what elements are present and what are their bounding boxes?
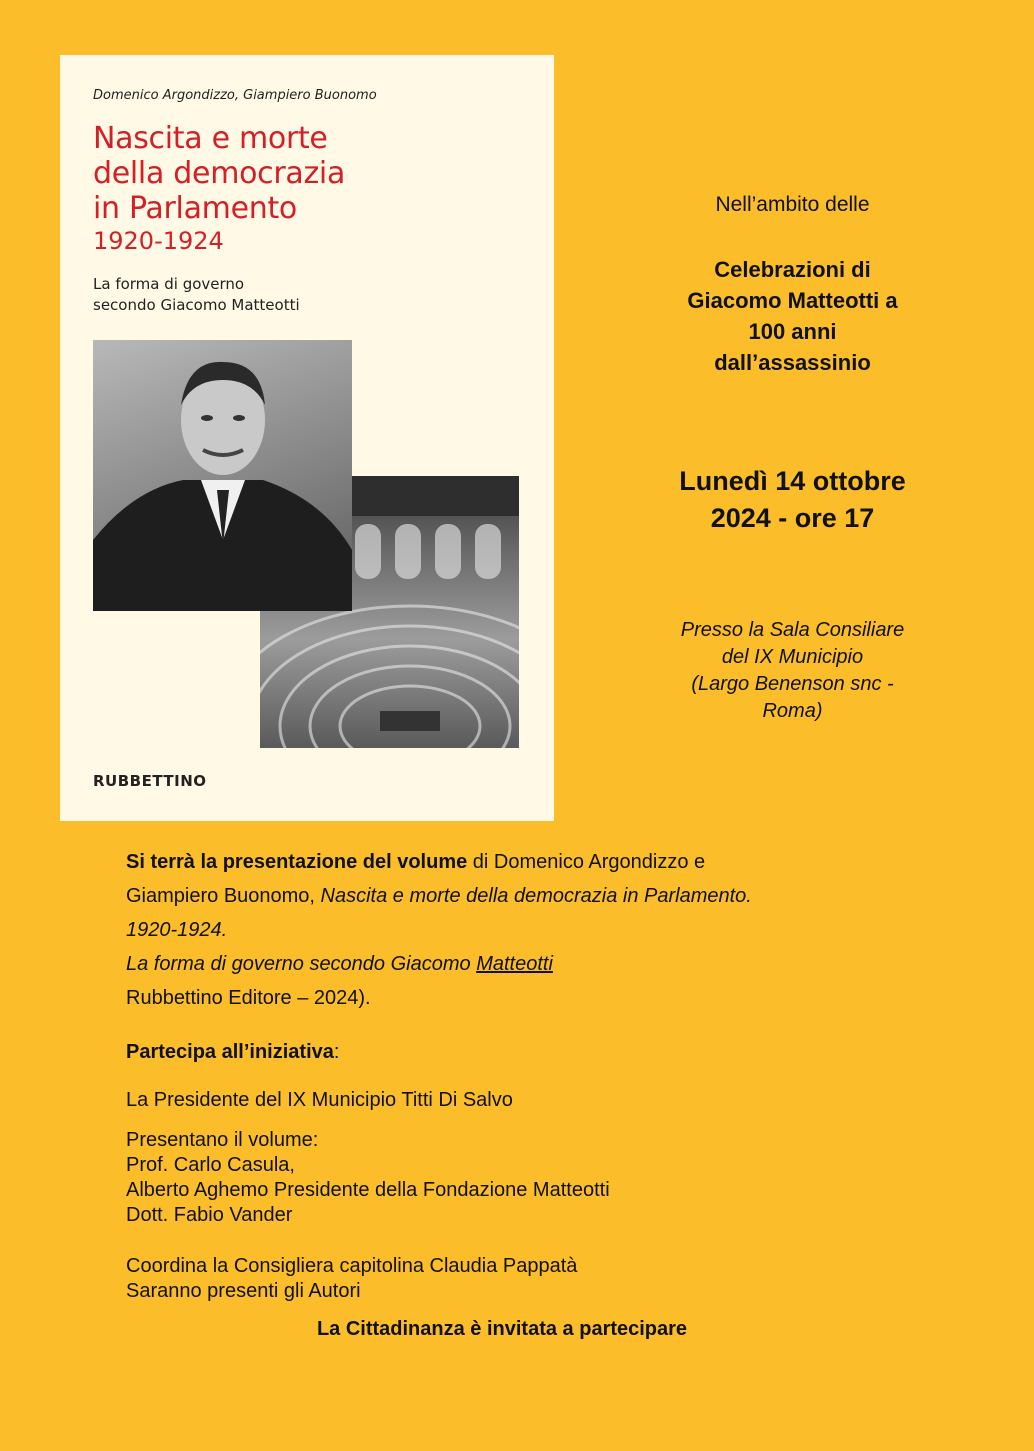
description-line-3 (126, 913, 906, 947)
description-title: Nascita e morte della democrazia in Parlamento. (320, 885, 752, 907)
presenters-line: Dott. Fabio Vander (126, 1204, 293, 1226)
matteotti-portrait-photo (93, 340, 352, 611)
place-line: del IX Municipio (721, 646, 864, 668)
cover-authors: Domenico Argondizzo, Giampiero Buonomo (93, 88, 377, 103)
invitation-text: La Cittadinanza è invitata a partecipare (316, 1318, 688, 1340)
participants-heading-colon: : (333, 1041, 340, 1063)
participants-heading-bold: Partecipa all’iniziativa (126, 1041, 334, 1063)
cover-subtitle (93, 274, 393, 316)
celebration-line: Celebrazioni di (714, 257, 871, 282)
place-line: Presso la Sala Consiliare (680, 619, 905, 641)
description-line-1 (126, 845, 906, 879)
description-subtitle: La forma di governo secondo Giacomo (126, 953, 477, 975)
description-lead-rest: di Domenico Argondizzo e (467, 851, 706, 873)
president-line: La Presidente del IX Municipio Titti Di Salvo (126, 1089, 513, 1111)
description-line-5: Rubbettino Editore – 2024). (126, 987, 371, 1009)
coordination-line: Coordina la Consigliera capitolina Claudia Pappatà (126, 1255, 578, 1277)
coordination-list (126, 1254, 906, 1304)
celebration-line: Giacomo Matteotti a (687, 288, 898, 313)
cover-publisher: RUBBETTINO (93, 772, 207, 790)
participants-heading (126, 1035, 906, 1069)
event-place (630, 617, 955, 725)
cover-title-line: in Parlamento (93, 191, 297, 226)
celebration-line: 100 anni (748, 319, 837, 344)
cover-title-line: Nascita e morte (93, 121, 328, 156)
place-line: (Largo Benenson snc - (691, 673, 894, 695)
coordination-line: Saranno presenti gli Autori (126, 1280, 361, 1302)
description-authors: Giampiero Buonomo, (126, 885, 321, 907)
date-line: 2024 - ore 17 (710, 503, 875, 533)
place-line: Roma) (762, 700, 823, 722)
presenters-list (126, 1128, 906, 1228)
event-date (630, 463, 955, 537)
event-celebration (630, 254, 955, 378)
description-line-2 (126, 879, 906, 913)
event-description (126, 845, 906, 1304)
book-cover (60, 55, 554, 821)
celebration-line: dall’assassinio (714, 350, 871, 375)
cover-subtitle-line: La forma di governo (93, 275, 245, 293)
cover-title (93, 121, 533, 226)
date-line: Lunedì 14 ottobre (679, 466, 906, 496)
cover-title-line: della democrazia (93, 156, 346, 191)
event-intro: Nell’ambito delle (715, 193, 870, 216)
description-line-4 (126, 947, 906, 981)
cover-years: 1920-1924 (93, 227, 224, 255)
invitation-footer (0, 1318, 1034, 1341)
cover-subtitle-line: secondo Giacomo Matteotti (93, 296, 300, 314)
presenters-line: Presentano il volume: (126, 1129, 319, 1151)
description-lead: Si terrà la presentazione del volume (126, 851, 468, 873)
matteotti-link[interactable]: Matteotti (476, 953, 553, 975)
description-years: 1920-1924. (126, 919, 228, 941)
presenters-line: Alberto Aghemo Presidente della Fondazione Matteotti (126, 1179, 610, 1201)
presenters-line: Prof. Carlo Casula, (126, 1154, 295, 1176)
